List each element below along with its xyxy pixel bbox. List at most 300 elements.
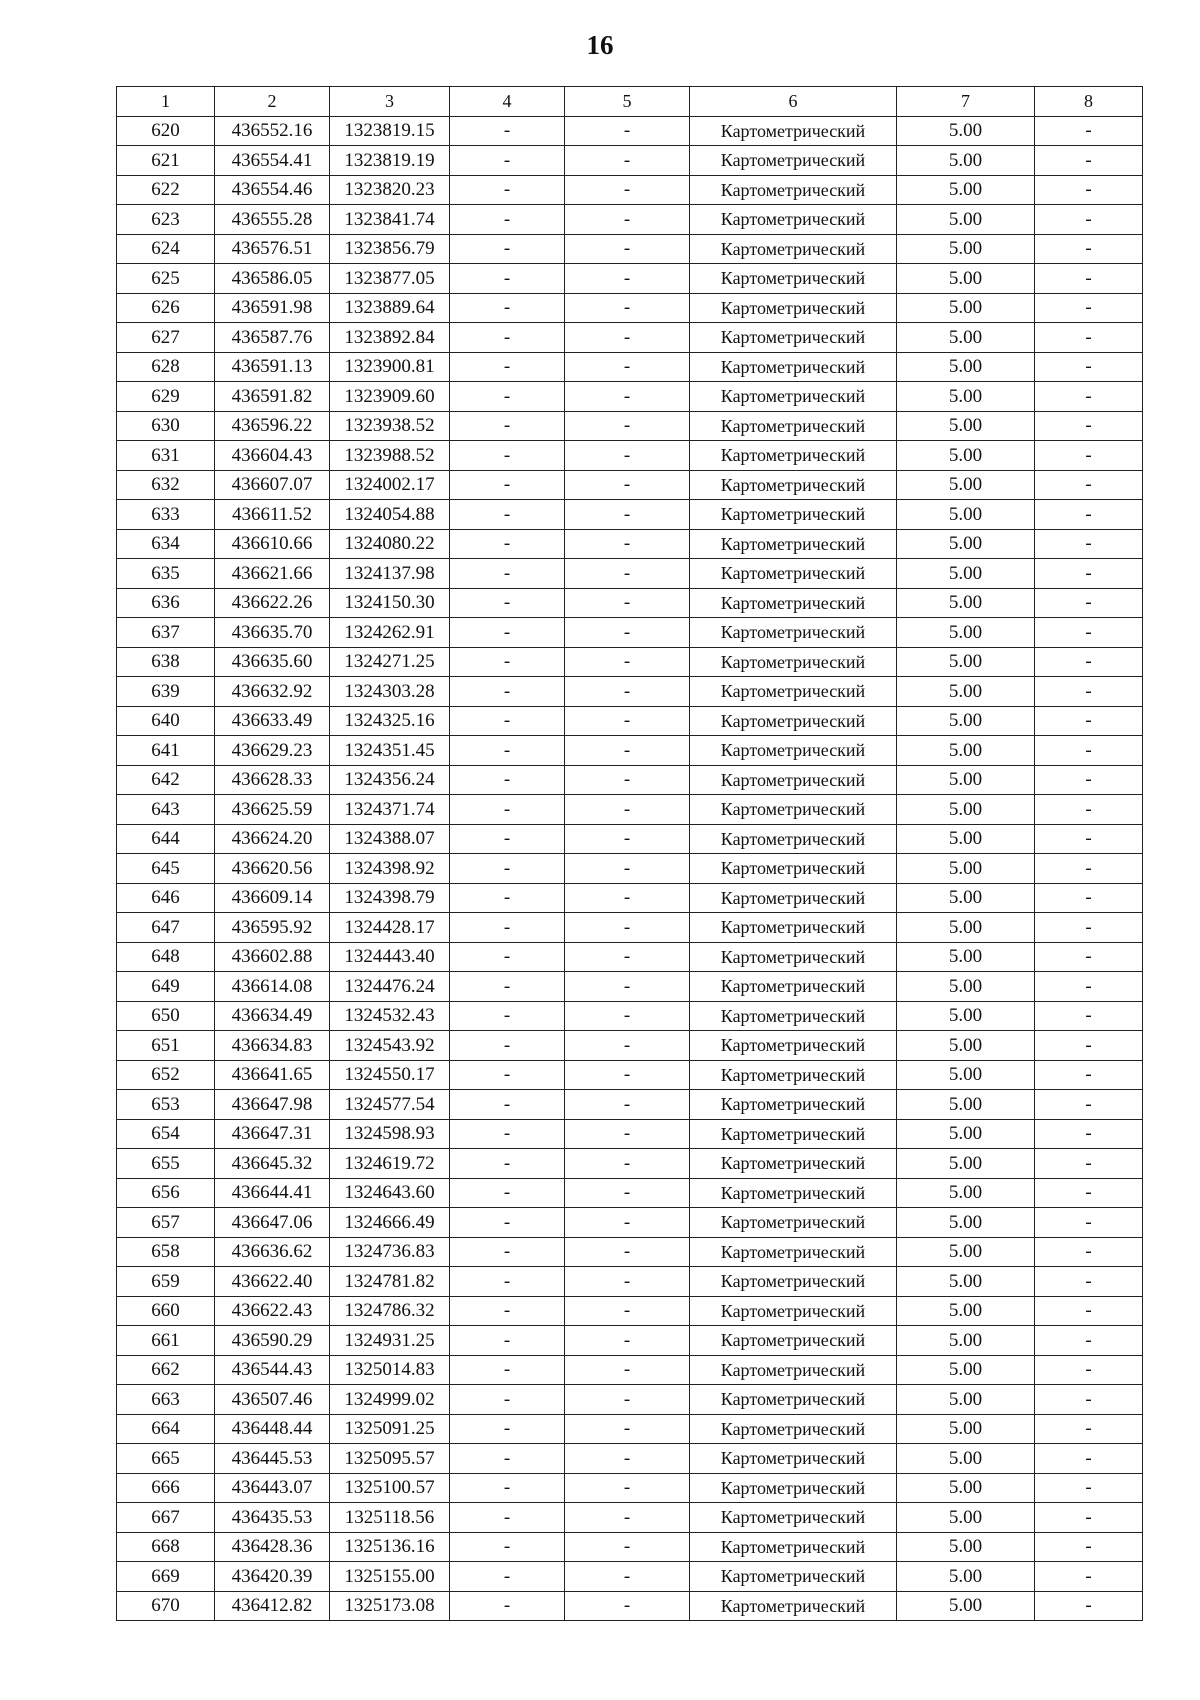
point-number-cell: 632 bbox=[117, 470, 215, 500]
y-coordinate-cell: 1323841.74 bbox=[330, 205, 450, 235]
col-5-value-cell: - bbox=[565, 1237, 690, 1267]
point-number-cell: 627 bbox=[117, 323, 215, 353]
y-coordinate-cell: 1324388.07 bbox=[330, 824, 450, 854]
x-coordinate-cell: 436644.41 bbox=[215, 1178, 330, 1208]
x-coordinate-cell: 436645.32 bbox=[215, 1149, 330, 1179]
point-number-cell: 662 bbox=[117, 1355, 215, 1385]
x-coordinate-cell: 436544.43 bbox=[215, 1355, 330, 1385]
table-row bbox=[117, 1001, 1143, 1031]
x-coordinate-cell: 436576.51 bbox=[215, 234, 330, 264]
col-5-value-cell: - bbox=[565, 1031, 690, 1061]
accuracy-cell: 5.00 bbox=[897, 1326, 1035, 1356]
method-cell: Картометрический bbox=[690, 1532, 897, 1562]
col-8-value-cell: - bbox=[1035, 293, 1143, 323]
col-4-value-cell: - bbox=[450, 264, 565, 294]
x-coordinate-cell: 436591.82 bbox=[215, 382, 330, 412]
point-number-cell: 648 bbox=[117, 942, 215, 972]
x-coordinate-cell: 436609.14 bbox=[215, 883, 330, 913]
col-5-value-cell: - bbox=[565, 1267, 690, 1297]
col-5-value-cell: - bbox=[565, 500, 690, 530]
method-cell: Картометрический bbox=[690, 765, 897, 795]
y-coordinate-cell: 1324543.92 bbox=[330, 1031, 450, 1061]
y-coordinate-cell: 1324643.60 bbox=[330, 1178, 450, 1208]
col-5-value-cell: - bbox=[565, 559, 690, 589]
y-coordinate-cell: 1324781.82 bbox=[330, 1267, 450, 1297]
y-coordinate-cell: 1324786.32 bbox=[330, 1296, 450, 1326]
col-5-value-cell: - bbox=[565, 1532, 690, 1562]
col-8-value-cell: - bbox=[1035, 1060, 1143, 1090]
col-5-value-cell: - bbox=[565, 1001, 690, 1031]
col-8-value-cell: - bbox=[1035, 1296, 1143, 1326]
col-4-value-cell: - bbox=[450, 1149, 565, 1179]
col-5-value-cell: - bbox=[565, 1326, 690, 1356]
table-row bbox=[117, 382, 1143, 412]
method-cell: Картометрический bbox=[690, 205, 897, 235]
y-coordinate-cell: 1323909.60 bbox=[330, 382, 450, 412]
accuracy-cell: 5.00 bbox=[897, 205, 1035, 235]
y-coordinate-cell: 1324054.88 bbox=[330, 500, 450, 530]
col-8-value-cell: - bbox=[1035, 1326, 1143, 1356]
y-coordinate-cell: 1324080.22 bbox=[330, 529, 450, 559]
table-row bbox=[117, 323, 1143, 353]
point-number-cell: 646 bbox=[117, 883, 215, 913]
point-number-cell: 652 bbox=[117, 1060, 215, 1090]
col-8-value-cell: - bbox=[1035, 529, 1143, 559]
column-header: 7 bbox=[897, 87, 1035, 117]
col-8-value-cell: - bbox=[1035, 854, 1143, 884]
table-row bbox=[117, 1060, 1143, 1090]
y-coordinate-cell: 1325091.25 bbox=[330, 1414, 450, 1444]
table-row bbox=[117, 795, 1143, 825]
y-coordinate-cell: 1324262.91 bbox=[330, 618, 450, 648]
accuracy-cell: 5.00 bbox=[897, 1503, 1035, 1533]
col-8-value-cell: - bbox=[1035, 1591, 1143, 1621]
accuracy-cell: 5.00 bbox=[897, 1237, 1035, 1267]
point-number-cell: 650 bbox=[117, 1001, 215, 1031]
table-row bbox=[117, 500, 1143, 530]
x-coordinate-cell: 436448.44 bbox=[215, 1414, 330, 1444]
method-cell: Картометрический bbox=[690, 500, 897, 530]
point-number-cell: 635 bbox=[117, 559, 215, 589]
x-coordinate-cell: 436622.43 bbox=[215, 1296, 330, 1326]
method-cell: Картометрический bbox=[690, 1267, 897, 1297]
x-coordinate-cell: 436591.13 bbox=[215, 352, 330, 382]
table-row bbox=[117, 1326, 1143, 1356]
method-cell: Картометрический bbox=[690, 264, 897, 294]
accuracy-cell: 5.00 bbox=[897, 618, 1035, 648]
col-5-value-cell: - bbox=[565, 1296, 690, 1326]
x-coordinate-cell: 436420.39 bbox=[215, 1562, 330, 1592]
y-coordinate-cell: 1324931.25 bbox=[330, 1326, 450, 1356]
x-coordinate-cell: 436634.49 bbox=[215, 1001, 330, 1031]
table-row bbox=[117, 411, 1143, 441]
x-coordinate-cell: 436622.40 bbox=[215, 1267, 330, 1297]
table-row bbox=[117, 765, 1143, 795]
y-coordinate-cell: 1324002.17 bbox=[330, 470, 450, 500]
method-cell: Картометрический bbox=[690, 323, 897, 353]
point-number-cell: 663 bbox=[117, 1385, 215, 1415]
point-number-cell: 670 bbox=[117, 1591, 215, 1621]
accuracy-cell: 5.00 bbox=[897, 1296, 1035, 1326]
col-4-value-cell: - bbox=[450, 765, 565, 795]
x-coordinate-cell: 436552.16 bbox=[215, 116, 330, 146]
col-8-value-cell: - bbox=[1035, 1119, 1143, 1149]
accuracy-cell: 5.00 bbox=[897, 146, 1035, 176]
col-8-value-cell: - bbox=[1035, 588, 1143, 618]
accuracy-cell: 5.00 bbox=[897, 1060, 1035, 1090]
col-8-value-cell: - bbox=[1035, 677, 1143, 707]
x-coordinate-cell: 436632.92 bbox=[215, 677, 330, 707]
method-cell: Картометрический bbox=[690, 529, 897, 559]
table-row bbox=[117, 1119, 1143, 1149]
x-coordinate-cell: 436622.26 bbox=[215, 588, 330, 618]
col-4-value-cell: - bbox=[450, 500, 565, 530]
table-row bbox=[117, 1031, 1143, 1061]
col-5-value-cell: - bbox=[565, 1591, 690, 1621]
col-5-value-cell: - bbox=[565, 323, 690, 353]
col-4-value-cell: - bbox=[450, 1119, 565, 1149]
point-number-cell: 628 bbox=[117, 352, 215, 382]
col-5-value-cell: - bbox=[565, 352, 690, 382]
col-4-value-cell: - bbox=[450, 1326, 565, 1356]
column-header: 6 bbox=[690, 87, 897, 117]
col-8-value-cell: - bbox=[1035, 175, 1143, 205]
method-cell: Картометрический bbox=[690, 1031, 897, 1061]
col-4-value-cell: - bbox=[450, 588, 565, 618]
accuracy-cell: 5.00 bbox=[897, 264, 1035, 294]
point-number-cell: 626 bbox=[117, 293, 215, 323]
col-5-value-cell: - bbox=[565, 1473, 690, 1503]
col-4-value-cell: - bbox=[450, 293, 565, 323]
x-coordinate-cell: 436628.33 bbox=[215, 765, 330, 795]
point-number-cell: 639 bbox=[117, 677, 215, 707]
table-row bbox=[117, 529, 1143, 559]
accuracy-cell: 5.00 bbox=[897, 1031, 1035, 1061]
table-row bbox=[117, 972, 1143, 1002]
col-8-value-cell: - bbox=[1035, 1090, 1143, 1120]
col-5-value-cell: - bbox=[565, 706, 690, 736]
accuracy-cell: 5.00 bbox=[897, 1385, 1035, 1415]
col-8-value-cell: - bbox=[1035, 1385, 1143, 1415]
method-cell: Картометрический bbox=[690, 795, 897, 825]
table-header-row bbox=[117, 87, 1143, 117]
col-5-value-cell: - bbox=[565, 1208, 690, 1238]
x-coordinate-cell: 436633.49 bbox=[215, 706, 330, 736]
col-4-value-cell: - bbox=[450, 1296, 565, 1326]
table-row bbox=[117, 1090, 1143, 1120]
col-5-value-cell: - bbox=[565, 736, 690, 766]
method-cell: Картометрический bbox=[690, 441, 897, 471]
x-coordinate-cell: 436591.98 bbox=[215, 293, 330, 323]
col-8-value-cell: - bbox=[1035, 264, 1143, 294]
table-row bbox=[117, 1385, 1143, 1415]
y-coordinate-cell: 1324371.74 bbox=[330, 795, 450, 825]
col-4-value-cell: - bbox=[450, 1562, 565, 1592]
point-number-cell: 634 bbox=[117, 529, 215, 559]
point-number-cell: 633 bbox=[117, 500, 215, 530]
table-row bbox=[117, 293, 1143, 323]
x-coordinate-cell: 436624.20 bbox=[215, 824, 330, 854]
x-coordinate-cell: 436620.56 bbox=[215, 854, 330, 884]
accuracy-cell: 5.00 bbox=[897, 1444, 1035, 1474]
col-8-value-cell: - bbox=[1035, 647, 1143, 677]
table-row bbox=[117, 824, 1143, 854]
point-number-cell: 622 bbox=[117, 175, 215, 205]
y-coordinate-cell: 1324736.83 bbox=[330, 1237, 450, 1267]
y-coordinate-cell: 1323856.79 bbox=[330, 234, 450, 264]
table-row bbox=[117, 1532, 1143, 1562]
col-8-value-cell: - bbox=[1035, 1178, 1143, 1208]
method-cell: Картометрический bbox=[690, 234, 897, 264]
accuracy-cell: 5.00 bbox=[897, 1090, 1035, 1120]
table-row bbox=[117, 234, 1143, 264]
table-row bbox=[117, 1296, 1143, 1326]
col-4-value-cell: - bbox=[450, 1385, 565, 1415]
method-cell: Картометрический bbox=[690, 972, 897, 1002]
accuracy-cell: 5.00 bbox=[897, 1267, 1035, 1297]
col-4-value-cell: - bbox=[450, 1060, 565, 1090]
col-5-value-cell: - bbox=[565, 972, 690, 1002]
col-8-value-cell: - bbox=[1035, 205, 1143, 235]
table-row bbox=[117, 441, 1143, 471]
col-8-value-cell: - bbox=[1035, 1001, 1143, 1031]
method-cell: Картометрический bbox=[690, 1119, 897, 1149]
col-4-value-cell: - bbox=[450, 795, 565, 825]
method-cell: Картометрический bbox=[690, 913, 897, 943]
col-8-value-cell: - bbox=[1035, 942, 1143, 972]
col-5-value-cell: - bbox=[565, 1119, 690, 1149]
method-cell: Картометрический bbox=[690, 883, 897, 913]
col-8-value-cell: - bbox=[1035, 1414, 1143, 1444]
method-cell: Картометрический bbox=[690, 1149, 897, 1179]
col-4-value-cell: - bbox=[450, 1208, 565, 1238]
col-8-value-cell: - bbox=[1035, 1208, 1143, 1238]
method-cell: Картометрический bbox=[690, 1414, 897, 1444]
col-4-value-cell: - bbox=[450, 1473, 565, 1503]
accuracy-cell: 5.00 bbox=[897, 736, 1035, 766]
accuracy-cell: 5.00 bbox=[897, 1562, 1035, 1592]
x-coordinate-cell: 436635.70 bbox=[215, 618, 330, 648]
x-coordinate-cell: 436554.41 bbox=[215, 146, 330, 176]
x-coordinate-cell: 436611.52 bbox=[215, 500, 330, 530]
col-8-value-cell: - bbox=[1035, 441, 1143, 471]
col-8-value-cell: - bbox=[1035, 913, 1143, 943]
col-5-value-cell: - bbox=[565, 618, 690, 648]
col-4-value-cell: - bbox=[450, 205, 565, 235]
y-coordinate-cell: 1323820.23 bbox=[330, 175, 450, 205]
col-4-value-cell: - bbox=[450, 647, 565, 677]
method-cell: Картометрический bbox=[690, 411, 897, 441]
col-5-value-cell: - bbox=[565, 765, 690, 795]
col-5-value-cell: - bbox=[565, 175, 690, 205]
col-4-value-cell: - bbox=[450, 883, 565, 913]
accuracy-cell: 5.00 bbox=[897, 559, 1035, 589]
table-row bbox=[117, 647, 1143, 677]
y-coordinate-cell: 1323889.64 bbox=[330, 293, 450, 323]
table-row bbox=[117, 618, 1143, 648]
col-8-value-cell: - bbox=[1035, 559, 1143, 589]
table-body bbox=[117, 116, 1143, 1621]
col-4-value-cell: - bbox=[450, 382, 565, 412]
accuracy-cell: 5.00 bbox=[897, 942, 1035, 972]
col-5-value-cell: - bbox=[565, 1060, 690, 1090]
col-8-value-cell: - bbox=[1035, 1237, 1143, 1267]
table-row bbox=[117, 1503, 1143, 1533]
accuracy-cell: 5.00 bbox=[897, 1473, 1035, 1503]
col-8-value-cell: - bbox=[1035, 500, 1143, 530]
method-cell: Картометрический bbox=[690, 1060, 897, 1090]
col-4-value-cell: - bbox=[450, 234, 565, 264]
accuracy-cell: 5.00 bbox=[897, 854, 1035, 884]
col-5-value-cell: - bbox=[565, 293, 690, 323]
col-8-value-cell: - bbox=[1035, 1267, 1143, 1297]
col-5-value-cell: - bbox=[565, 854, 690, 884]
col-4-value-cell: - bbox=[450, 1414, 565, 1444]
y-coordinate-cell: 1323819.19 bbox=[330, 146, 450, 176]
col-4-value-cell: - bbox=[450, 1267, 565, 1297]
col-4-value-cell: - bbox=[450, 706, 565, 736]
point-number-cell: 625 bbox=[117, 264, 215, 294]
column-header: 5 bbox=[565, 87, 690, 117]
col-4-value-cell: - bbox=[450, 323, 565, 353]
col-5-value-cell: - bbox=[565, 1385, 690, 1415]
x-coordinate-cell: 436647.98 bbox=[215, 1090, 330, 1120]
point-number-cell: 636 bbox=[117, 588, 215, 618]
y-coordinate-cell: 1324666.49 bbox=[330, 1208, 450, 1238]
x-coordinate-cell: 436647.31 bbox=[215, 1119, 330, 1149]
point-number-cell: 657 bbox=[117, 1208, 215, 1238]
point-number-cell: 667 bbox=[117, 1503, 215, 1533]
method-cell: Картометрический bbox=[690, 175, 897, 205]
x-coordinate-cell: 436641.65 bbox=[215, 1060, 330, 1090]
col-4-value-cell: - bbox=[450, 1444, 565, 1474]
x-coordinate-cell: 436621.66 bbox=[215, 559, 330, 589]
y-coordinate-cell: 1324532.43 bbox=[330, 1001, 450, 1031]
table-row bbox=[117, 677, 1143, 707]
x-coordinate-cell: 436602.88 bbox=[215, 942, 330, 972]
table-row bbox=[117, 175, 1143, 205]
method-cell: Картометрический bbox=[690, 706, 897, 736]
col-8-value-cell: - bbox=[1035, 765, 1143, 795]
method-cell: Картометрический bbox=[690, 559, 897, 589]
method-cell: Картометрический bbox=[690, 854, 897, 884]
col-4-value-cell: - bbox=[450, 470, 565, 500]
y-coordinate-cell: 1325014.83 bbox=[330, 1355, 450, 1385]
y-coordinate-cell: 1324443.40 bbox=[330, 942, 450, 972]
col-4-value-cell: - bbox=[450, 559, 565, 589]
table-row bbox=[117, 588, 1143, 618]
col-4-value-cell: - bbox=[450, 854, 565, 884]
col-8-value-cell: - bbox=[1035, 352, 1143, 382]
table-row bbox=[117, 1562, 1143, 1592]
point-number-cell: 630 bbox=[117, 411, 215, 441]
table-row bbox=[117, 205, 1143, 235]
y-coordinate-cell: 1324398.79 bbox=[330, 883, 450, 913]
table-row bbox=[117, 1267, 1143, 1297]
col-4-value-cell: - bbox=[450, 529, 565, 559]
col-8-value-cell: - bbox=[1035, 618, 1143, 648]
x-coordinate-cell: 436625.59 bbox=[215, 795, 330, 825]
y-coordinate-cell: 1325118.56 bbox=[330, 1503, 450, 1533]
y-coordinate-cell: 1323892.84 bbox=[330, 323, 450, 353]
accuracy-cell: 5.00 bbox=[897, 1149, 1035, 1179]
accuracy-cell: 5.00 bbox=[897, 1355, 1035, 1385]
y-coordinate-cell: 1324476.24 bbox=[330, 972, 450, 1002]
y-coordinate-cell: 1324577.54 bbox=[330, 1090, 450, 1120]
col-8-value-cell: - bbox=[1035, 1562, 1143, 1592]
table-row bbox=[117, 1355, 1143, 1385]
accuracy-cell: 5.00 bbox=[897, 1178, 1035, 1208]
x-coordinate-cell: 436435.53 bbox=[215, 1503, 330, 1533]
table-row bbox=[117, 146, 1143, 176]
point-number-cell: 631 bbox=[117, 441, 215, 471]
accuracy-cell: 5.00 bbox=[897, 647, 1035, 677]
point-number-cell: 665 bbox=[117, 1444, 215, 1474]
accuracy-cell: 5.00 bbox=[897, 972, 1035, 1002]
table-row bbox=[117, 854, 1143, 884]
col-4-value-cell: - bbox=[450, 1591, 565, 1621]
method-cell: Картометрический bbox=[690, 736, 897, 766]
y-coordinate-cell: 1324137.98 bbox=[330, 559, 450, 589]
col-5-value-cell: - bbox=[565, 824, 690, 854]
col-5-value-cell: - bbox=[565, 146, 690, 176]
method-cell: Картометрический bbox=[690, 677, 897, 707]
col-8-value-cell: - bbox=[1035, 1444, 1143, 1474]
x-coordinate-cell: 436595.92 bbox=[215, 913, 330, 943]
col-8-value-cell: - bbox=[1035, 1532, 1143, 1562]
col-8-value-cell: - bbox=[1035, 411, 1143, 441]
col-5-value-cell: - bbox=[565, 441, 690, 471]
column-header: 2 bbox=[215, 87, 330, 117]
y-coordinate-cell: 1324598.93 bbox=[330, 1119, 450, 1149]
y-coordinate-cell: 1323877.05 bbox=[330, 264, 450, 294]
col-8-value-cell: - bbox=[1035, 1149, 1143, 1179]
y-coordinate-cell: 1324303.28 bbox=[330, 677, 450, 707]
y-coordinate-cell: 1324356.24 bbox=[330, 765, 450, 795]
x-coordinate-cell: 436596.22 bbox=[215, 411, 330, 441]
table-row bbox=[117, 1149, 1143, 1179]
accuracy-cell: 5.00 bbox=[897, 352, 1035, 382]
point-number-cell: 664 bbox=[117, 1414, 215, 1444]
col-4-value-cell: - bbox=[450, 1031, 565, 1061]
col-5-value-cell: - bbox=[565, 677, 690, 707]
table-row bbox=[117, 706, 1143, 736]
point-number-cell: 659 bbox=[117, 1267, 215, 1297]
col-5-value-cell: - bbox=[565, 795, 690, 825]
point-number-cell: 644 bbox=[117, 824, 215, 854]
accuracy-cell: 5.00 bbox=[897, 500, 1035, 530]
accuracy-cell: 5.00 bbox=[897, 824, 1035, 854]
point-number-cell: 620 bbox=[117, 116, 215, 146]
col-8-value-cell: - bbox=[1035, 116, 1143, 146]
accuracy-cell: 5.00 bbox=[897, 323, 1035, 353]
y-coordinate-cell: 1325095.57 bbox=[330, 1444, 450, 1474]
table-row bbox=[117, 1208, 1143, 1238]
accuracy-cell: 5.00 bbox=[897, 913, 1035, 943]
x-coordinate-cell: 436629.23 bbox=[215, 736, 330, 766]
method-cell: Картометрический bbox=[690, 293, 897, 323]
method-cell: Картометрический bbox=[690, 942, 897, 972]
method-cell: Картометрический bbox=[690, 1444, 897, 1474]
table-row bbox=[117, 1473, 1143, 1503]
y-coordinate-cell: 1323900.81 bbox=[330, 352, 450, 382]
col-5-value-cell: - bbox=[565, 205, 690, 235]
accuracy-cell: 5.00 bbox=[897, 1001, 1035, 1031]
col-5-value-cell: - bbox=[565, 1562, 690, 1592]
column-header: 4 bbox=[450, 87, 565, 117]
x-coordinate-cell: 436554.46 bbox=[215, 175, 330, 205]
col-5-value-cell: - bbox=[565, 1149, 690, 1179]
